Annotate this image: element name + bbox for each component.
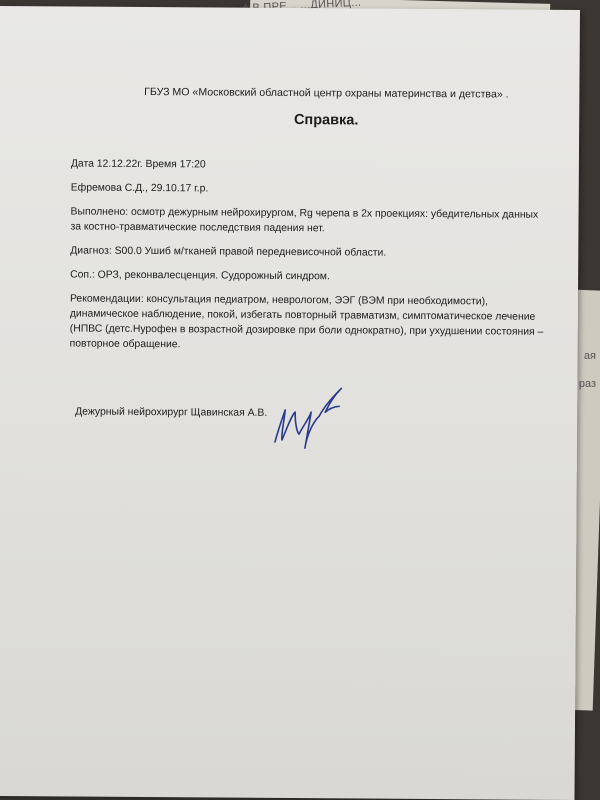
document-body	[70, 85, 562, 355]
handwritten-signature	[269, 382, 356, 455]
patient-line: Ефремова С.Д., 29.10.17 г.р.	[70, 182, 209, 195]
background-note-1: ая	[583, 350, 596, 362]
recommendations-line-4: повторное обращение.	[69, 338, 181, 351]
diagnosis-line: Диагноз: S00.0 Ушиб м/тканей правой передневисочной области.	[70, 245, 387, 259]
recommendations-line-1: Рекомендации: консультация педиатром, неврологом, ЭЭГ (ВЭМ при необходимости),	[69, 293, 489, 308]
performed-line-1: Выполнено: осмотр дежурным нейрохирургом, Rg черепа в 2х проекциях: убедительных данных	[70, 206, 539, 221]
institution-header: ГБУЗ МО «Московский областной центр охраны материнства и детства» .	[144, 86, 509, 101]
document-title: Справка.	[293, 112, 359, 129]
concomitant-line: Соп.: ОРЗ, реконвалесценция. Судорожный синдром.	[70, 269, 330, 283]
background-note-2: раз	[578, 378, 596, 390]
performed-line-2: за костно-травматические последствия падения нет.	[70, 221, 325, 235]
date-time-line: Дата 12.12.22г. Время 17:20	[70, 158, 206, 171]
signature-label: Дежурный нейрохирург Щавинская А.В.	[75, 406, 268, 419]
recommendations-line-3: (НПВС (детс.Нурофен в возрастной дозировке при боли однократно), при ухудшении состояния –	[69, 323, 544, 338]
recommendations-line-2: динамическое наблюдение, покой, избегать повторный травматизм, симптоматическое лечение	[69, 308, 536, 323]
certificate-page	[0, 6, 580, 800]
